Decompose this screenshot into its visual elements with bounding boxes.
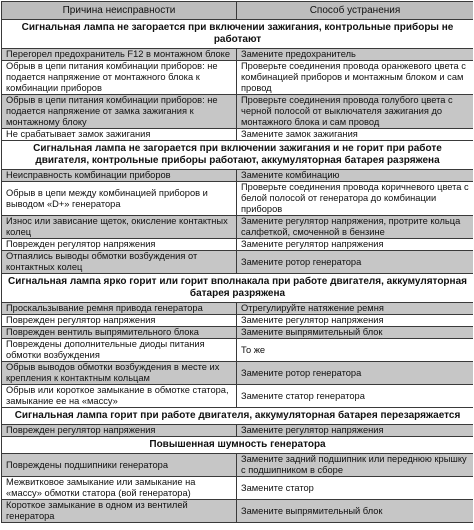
section-title: Сигнальная лампа не загорается при включении зажигания и не горит при работе двигателя, контрольные приборы работают, аккумуляторная батарея разряжена: [2, 141, 474, 170]
header-remedy: Способ устранения: [237, 2, 474, 20]
cause-cell: Не срабатывает замок зажигания: [2, 129, 237, 141]
cause-cell: Обрыв в цепи между комбинацией приборов и выводом «D+» генератора: [2, 182, 237, 216]
remedy-cell: Замените регулятор напряжения: [237, 425, 474, 437]
cause-cell: Повреждены подшипники генератора: [2, 454, 237, 477]
table-row: [2, 216, 474, 239]
cause-cell: Неисправность комбинации приборов: [2, 170, 237, 182]
section-heading: [2, 274, 474, 303]
remedy-cell: Замените статор: [237, 477, 474, 500]
cause-cell: Обрыв выводов обмотки возбуждения в месте их крепления к контактным кольцам: [2, 362, 237, 385]
table-row: [2, 95, 474, 129]
cause-cell: Поврежден регулятор напряжения: [2, 239, 237, 251]
remedy-cell: Замените предохранитель: [237, 49, 474, 61]
table-row: [2, 385, 474, 408]
remedy-cell: Замените комбинацию: [237, 170, 474, 182]
remedy-cell: Замените замок зажигания: [237, 129, 474, 141]
remedy-cell: Замените задний подшипник или переднюю крышку с подшипником в сборе: [237, 454, 474, 477]
table-row: [2, 251, 474, 274]
section-heading: [2, 408, 474, 425]
header-cause: Причина неисправности: [2, 2, 237, 20]
remedy-cell: Замените регулятор напряжения: [237, 239, 474, 251]
troubleshooting-table: [1, 1, 473, 523]
table-row: [2, 170, 474, 182]
cause-cell: Отпаялись выводы обмотки возбуждения от контактных колец: [2, 251, 237, 274]
table-row: [2, 315, 474, 327]
cause-cell: Межвитковое замыкание или замыкание на «массу» обмотки статора (вой генератора): [2, 477, 237, 500]
remedy-cell: Проверьте соединения провода оранжевого цвета с комбинацией приборов и монтажным блоком и сам провод: [237, 61, 474, 95]
remedy-cell: Замените регулятор напряжения, протрите кольца салфеткой, смоченной в бензине: [237, 216, 474, 239]
remedy-cell: Замените выпрямительный блок: [237, 500, 474, 523]
table-row: [2, 49, 474, 61]
table-row: [2, 327, 474, 339]
section-heading: [2, 437, 474, 454]
cause-cell: Обрыв или короткое замыкание в обмотке статора, замыкание ее на «массу»: [2, 385, 237, 408]
section-heading: [2, 141, 474, 170]
troubleshooting-sheet: [1, 1, 473, 529]
remedy-cell: Замените выпрямительный блок: [237, 327, 474, 339]
cause-cell: Обрыв в цепи питания комбинации приборов: не подается напряжение от монтажного блока к комбинации приборов: [2, 61, 237, 95]
table-row: [2, 239, 474, 251]
remedy-cell: Проверьте соединения провода коричневого цвета с белой полосой от генератора до комбинации приборов: [237, 182, 474, 216]
section-title: Сигнальная лампа не загорается при включении зажигания, контрольные приборы не работают: [2, 20, 474, 49]
cause-cell: Поврежден регулятор напряжения: [2, 315, 237, 327]
cause-cell: Поврежден регулятор напряжения: [2, 425, 237, 437]
cause-cell: Проскальзывание ремня привода генератора: [2, 303, 237, 315]
table-row: [2, 182, 474, 216]
section-title: Сигнальная лампа ярко горит или горит вполнакала при работе двигателя, аккумуляторная батарея разряжена: [2, 274, 474, 303]
section-title: Повышенная шумность генератора: [2, 437, 474, 454]
remedy-cell: Проверьте соединения провода голубого цвета с черной полосой от выключателя зажигания до монтажного блока и сам провод: [237, 95, 474, 129]
cause-cell: Обрыв в цепи питания комбинации приборов: не подается напряжение от замка зажигания к монтажному блоку: [2, 95, 237, 129]
table-row: [2, 454, 474, 477]
cause-cell: Поврежден вентиль выпрямительного блока: [2, 327, 237, 339]
cause-cell: Износ или зависание щеток, окисление контактных колец: [2, 216, 237, 239]
cause-cell: Повреждены дополнительные диоды питания обмотки возбуждения: [2, 339, 237, 362]
table-row: [2, 362, 474, 385]
section-heading: [2, 20, 474, 49]
cause-cell: Перегорел предохранитель F12 в монтажном блоке: [2, 49, 237, 61]
table-row: [2, 500, 474, 523]
table-row: [2, 339, 474, 362]
remedy-cell: Отрегулируйте натяжение ремня: [237, 303, 474, 315]
remedy-cell: Замените статор генератора: [237, 385, 474, 408]
remedy-cell: Замените ротор генератора: [237, 362, 474, 385]
table-row: [2, 129, 474, 141]
table-header-row: [2, 2, 474, 20]
table-row: [2, 303, 474, 315]
table-row: [2, 425, 474, 437]
remedy-cell: Замените регулятор напряжения: [237, 315, 474, 327]
table-row: [2, 477, 474, 500]
remedy-cell: Замените ротор генератора: [237, 251, 474, 274]
table-row: [2, 61, 474, 95]
section-title: Сигнальная лампа горит при работе двигателя, аккумуляторная батарея перезаряжается: [2, 408, 474, 425]
cause-cell: Короткое замыкание в одном из вентилей генератора: [2, 500, 237, 523]
remedy-cell: То же: [237, 339, 474, 362]
